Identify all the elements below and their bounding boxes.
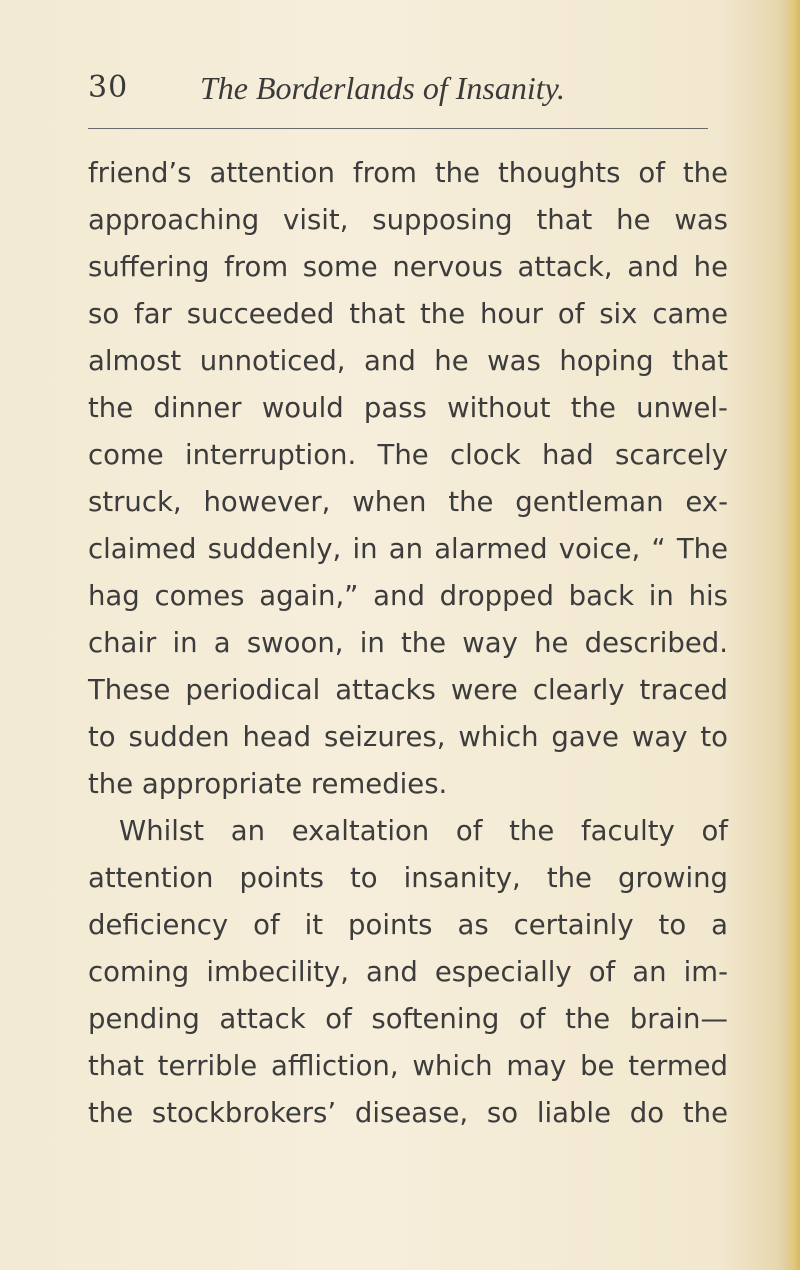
text-line: approaching visit, supposing that he was <box>88 204 728 236</box>
text-line: suffering from some nervous attack, and he <box>88 251 728 283</box>
text-line: deficiency of it points as certainly to a <box>88 909 728 941</box>
page-number: 30 <box>88 70 129 105</box>
page-edge <box>786 0 800 1270</box>
text-line: the dinner would pass without the unwel- <box>88 392 728 424</box>
text-line: friend’s attention from the thoughts of the <box>88 157 728 189</box>
text-line: so far succeeded that the hour of six came <box>88 298 728 330</box>
text-line: claimed suddenly, in an alarmed voice, “ The <box>88 533 728 565</box>
text-line: attention points to insanity, the growing <box>88 862 728 894</box>
header-rule <box>88 128 708 129</box>
text-line: pending attack of softening of the brain— <box>88 1003 728 1035</box>
text-line: the stockbrokers’ disease, so liable do the <box>88 1097 728 1129</box>
text-line: almost unnoticed, and he was hoping that <box>88 345 728 377</box>
text-line: coming imbecility, and especially of an im- <box>88 956 728 988</box>
text-line: struck, however, when the gentleman ex- <box>88 486 728 518</box>
running-title: The Borderlands of Insanity. <box>200 70 566 106</box>
text-line: Whilst an exaltation of the faculty of <box>119 815 728 847</box>
text-line: that terrible affliction, which may be termed <box>88 1050 728 1082</box>
text-line: hag comes again,” and dropped back in his <box>88 580 728 612</box>
body-text <box>88 150 728 1137</box>
text-line: chair in a swoon, in the way he described. <box>88 627 728 659</box>
text-line: These periodical attacks were clearly traced <box>88 674 728 706</box>
text-line: to sudden head seizures, which gave way to <box>88 721 728 753</box>
page-header <box>88 70 728 120</box>
text-line: come interruption. The clock had scarcely <box>88 439 728 471</box>
text-line: the appropriate remedies. <box>88 768 448 800</box>
